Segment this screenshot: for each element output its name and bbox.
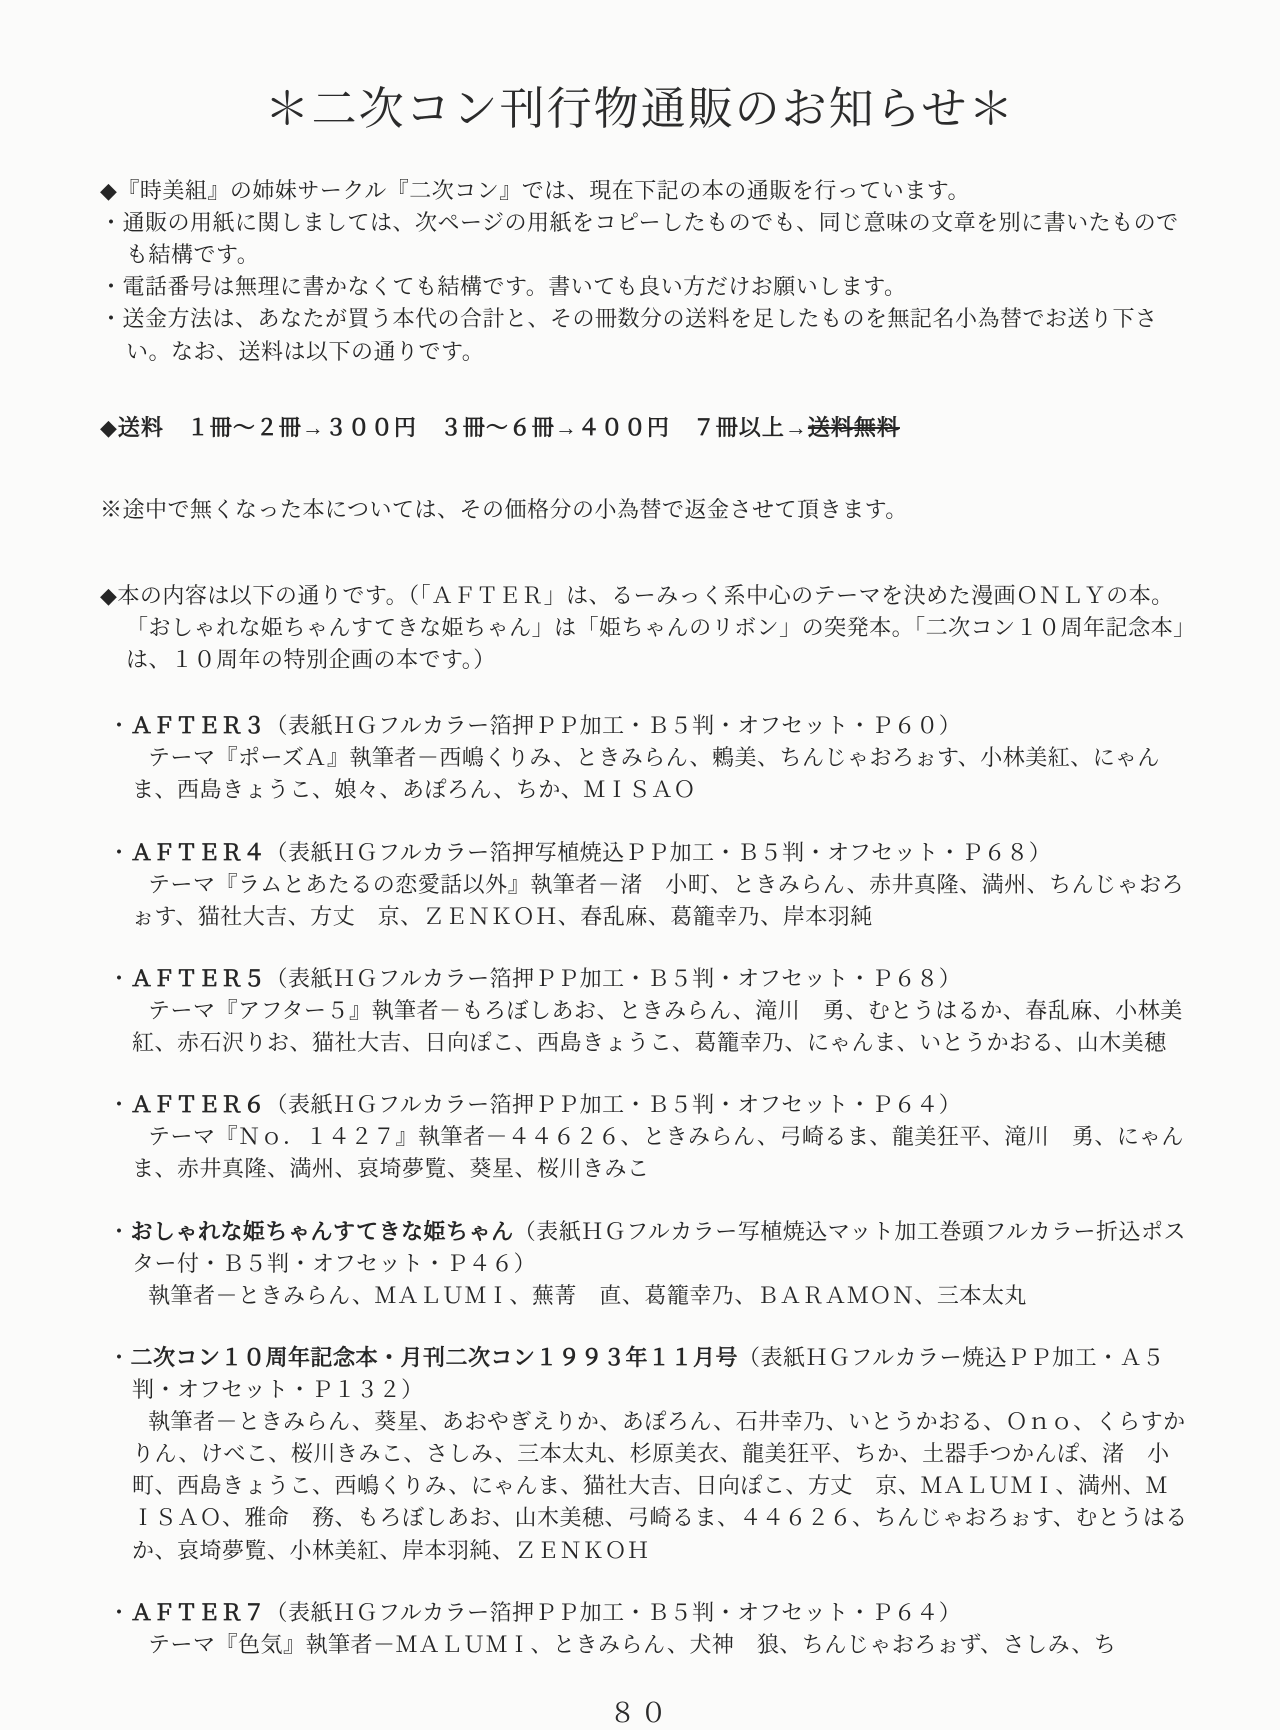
book-list xyxy=(100,710,1188,1661)
bullet-glyph: ・ xyxy=(108,713,131,739)
book-title: ＡＦＴＥＲ５ xyxy=(130,965,266,991)
intro-line: ・送金方法は、あなたが買う本代の合計と、その冊数分の送料を足したものを無記名小為替でお送り下さい。なお、送料は以下の通りです。 xyxy=(100,306,1158,364)
book-item xyxy=(100,710,1188,806)
intro-section xyxy=(100,175,1188,368)
book-title-line xyxy=(100,1089,1188,1121)
book-item xyxy=(100,963,1188,1059)
book-spec: （表紙ＨＧフルカラー箔押ＰＰ加工・Ｂ５判・オフセット・Ｐ６４） xyxy=(265,1599,962,1625)
book-spec: （表紙ＨＧフルカラー写植焼込マット加工巻頭フルカラー折込ポスター付・Ｂ５判・オフセット・Ｐ４６） xyxy=(132,1218,1187,1276)
refund-note: ※途中で無くなった本については、その価格分の小為替で返金させて頂きます。 xyxy=(100,496,908,522)
book-spec: （表紙ＨＧフルカラー箔押ＰＰ加工・Ｂ５判・オフセット・Ｐ６４） xyxy=(265,1092,962,1118)
page-number: ８０ xyxy=(609,1697,671,1728)
bullet-glyph: ・ xyxy=(108,965,131,991)
book-title: ＡＦＴＥＲ６ xyxy=(130,1092,266,1118)
book-detail: テーマ『アフター５』執筆者－もろぼしあお、ときみらん、滝川 勇、むとうはるか、春乱麻、小林美紅、赤石沢りお、猫社大吉、日向ぽこ、西島きょうこ、葛籠幸乃、にゃんま、いとうかおる、山木美穂 xyxy=(132,997,1183,1056)
bullet-glyph: ・ xyxy=(108,1092,131,1118)
book-title-line xyxy=(100,837,1188,869)
shipping-fees-line xyxy=(100,412,1188,444)
book-title: ＡＦＴＥＲ３ xyxy=(130,713,266,739)
book-item xyxy=(100,1597,1188,1661)
shipping-free-struck-text: 送料無料 xyxy=(807,414,900,440)
bullet-glyph: ・ xyxy=(108,1599,131,1625)
bullet-glyph: ・ xyxy=(108,839,131,865)
book-detail: テーマ『ポーズＡ』執筆者－西嶋くりみ、ときみらん、鶫美、ちんじゃおろぉす、小林美紅、にゃんま、西島きょうこ、娘々、あぽろん、ちか、ＭＩＳＡＯ xyxy=(132,745,1160,803)
contents-intro: ◆本の内容は以下の通りです。（「ＡＦＴＥＲ」は、るーみっく系中心のテーマを決めた漫画ＯＮＬＹの本。「おしゃれな姫ちゃんすてきな姫ちゃん」は「姫ちゃんのリボン」の突発本。「二次コン１０周年記念本」は、１０周年の特別企画の本です。） xyxy=(100,582,1185,673)
shipping-fees-text: ◆送料 １冊～２冊→３００円 ３冊～６冊→４００円 ７冊以上→ xyxy=(100,414,808,440)
book-item xyxy=(100,1216,1188,1312)
intro-line: ◆『時美組』の姉妹サークル『二次コン』では、現在下記の本の通販を行っています。 xyxy=(100,178,971,203)
book-title-line xyxy=(100,1597,1188,1629)
book-title-line xyxy=(100,963,1188,995)
book-spec: （表紙ＨＧフルカラー焼込ＰＰ加工・Ａ５判・オフセット・Ｐ１３２） xyxy=(132,1344,1165,1402)
book-title: ＡＦＴＥＲ４ xyxy=(130,839,266,865)
book-title: 二次コン１０周年記念本・月刊二次コン１９９３年１１月号 xyxy=(130,1344,739,1370)
book-item xyxy=(100,1342,1188,1567)
book-title: おしゃれな姫ちゃんすてきな姫ちゃん xyxy=(130,1218,514,1244)
book-item xyxy=(100,1089,1188,1185)
book-spec: （表紙ＨＧフルカラー箔押写植焼込ＰＰ加工・Ｂ５判・オフセット・Ｐ６８） xyxy=(265,839,1052,865)
book-detail: テーマ『Ｎｏ．１４２７』執筆者－４４６２６、ときみらん、弓崎るま、龍美狂平、滝川 勇、にゃんま、赤井真隆、満州、哀埼夢覧、葵星、桜川きみこ xyxy=(132,1124,1184,1182)
book-detail: 執筆者－ときみらん、葵星、あおやぎえりか、あぽろん、石井幸乃、いとうかおる、Ｏｎｏ、くらすかりん、けべこ、桜川きみこ、さしみ、三本太丸、杉原美衣、龍美狂平、ちか、土器手つかんぽ、渚 小町、西島きょうこ、西嶋くりみ、にゃんま、猫社大吉、日向ぽこ、方丈 京、ＭＡＬＵＭＩ、満州、ＭＩＳＡＯ、雅命 務、もろぼしあお、山木美穂、弓崎るま、４４６２６、ちんじゃおろぉす、むとうはるか、哀埼夢覧、小林美紅、岸本羽純、ＺＥＮＫＯＨ xyxy=(132,1409,1188,1563)
book-detail: テーマ『ラムとあたるの恋愛話以外』執筆者－渚 小町、ときみらん、赤井真隆、満州、ちんじゃおろぉす、猫社大吉、方丈 京、ＺＥＮＫＯＨ、春乱麻、葛籠幸乃、岸本羽純 xyxy=(132,871,1185,929)
book-title: ＡＦＴＥＲ７ xyxy=(130,1599,266,1625)
book-item xyxy=(100,837,1188,933)
bullet-glyph: ・ xyxy=(108,1344,131,1370)
page-content xyxy=(100,175,1188,1661)
book-title-line xyxy=(100,710,1188,742)
book-detail: 執筆者－ときみらん、ＭＡＬＵＭＩ、蕪菁 直、葛籠幸乃、ＢＡＲＡＭＯＮ、三本太丸 xyxy=(148,1282,1027,1308)
book-title-line xyxy=(100,1342,1188,1406)
book-detail: テーマ『色気』執筆者－ＭＡＬＵＭＩ、ときみらん、犬神 狼、ちんじゃおろぉず、さしみ、ち xyxy=(148,1631,1117,1657)
book-spec: （表紙ＨＧフルカラー箔押ＰＰ加工・Ｂ５判・オフセット・Ｐ６８） xyxy=(265,965,962,991)
book-title-line xyxy=(100,1216,1188,1280)
bullet-glyph: ・ xyxy=(108,1218,131,1244)
book-spec: （表紙ＨＧフルカラー箔押ＰＰ加工・Ｂ５判・オフセット・Ｐ６０） xyxy=(265,713,962,739)
page-title: ＊二次コン刊行物通販のお知らせ＊ xyxy=(264,84,1016,134)
intro-line: ・通販の用紙に関しましては、次ページの用紙をコピーしたものでも、同じ意味の文章を別に書いたものでも結構です。 xyxy=(100,210,1179,268)
intro-line: ・電話番号は無理に書かなくても結構です。書いても良い方だけお願いします。 xyxy=(100,274,907,300)
